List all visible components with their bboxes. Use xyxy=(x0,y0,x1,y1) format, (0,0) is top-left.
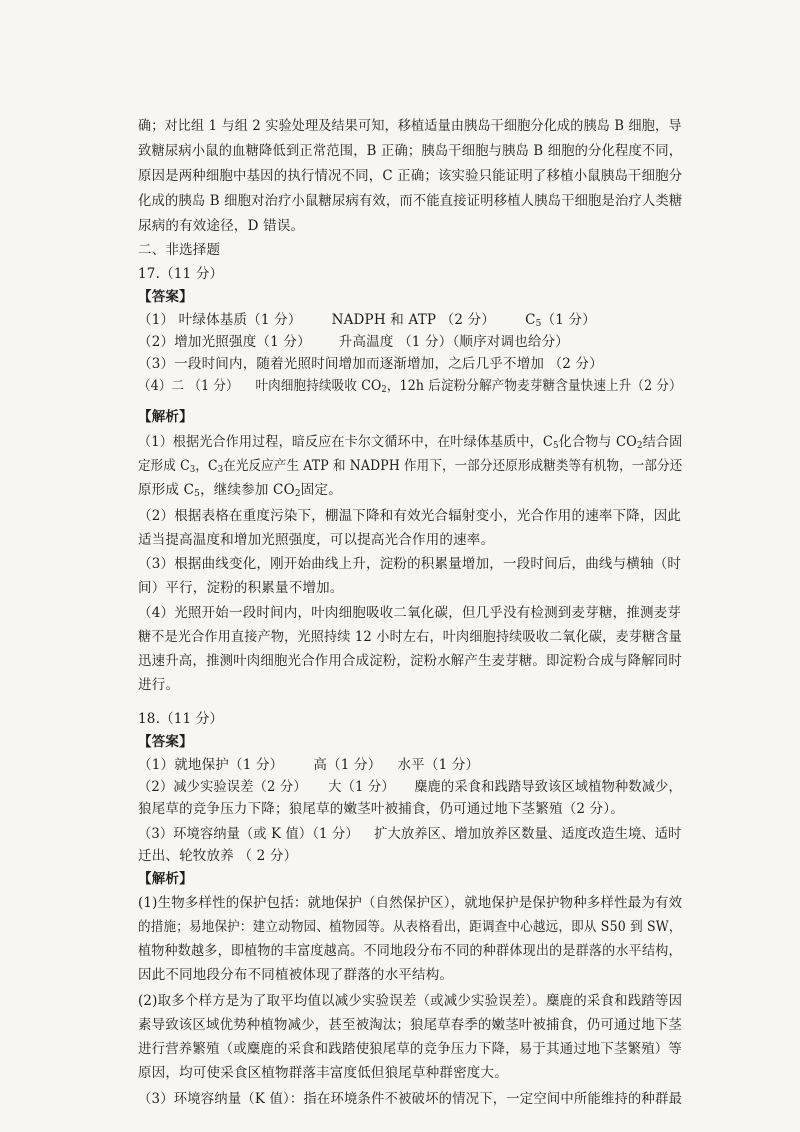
q17-answer-2 xyxy=(138,332,569,352)
q18-a1-part-b: 高（1 分） xyxy=(313,757,382,773)
q17-answer-4 xyxy=(138,376,682,396)
q18-analysis-tag: 【解析】 xyxy=(138,871,193,887)
q17-explain-1-line-3: 原形成 $C_5$，继续参加 $CO_2$固定。 xyxy=(138,482,342,499)
q17-analysis-tag: 【解析】 xyxy=(138,409,193,425)
q18-answer-tag: 【答案】 xyxy=(138,734,193,750)
q17-explain-2-line-2: 适当提高温度和增加光照强度，可以提高光合作用的速率。 xyxy=(138,532,495,548)
q18-a2-part-a: （2）减少实验误差（2 分） xyxy=(138,779,307,795)
q18-explain-1-line-4: 因此不同地段分布不同植被体现了群落的水平结构。 xyxy=(138,967,454,983)
q17-explain-3-line-1: （3）根据曲线变化，刚开始曲线上升，淀粉的积累量增加，一段时间后，曲线与横轴（时 xyxy=(138,556,682,572)
q17-explain-1-line-1: （1）根据光合作用过程，暗反应在卡尔文循环中，在叶绿体基质中，$C_5$化合物与 $CO_2$结合固 xyxy=(138,434,683,451)
q18-a1-part-a: （1）就地保护（1 分） xyxy=(138,757,284,773)
q17-title: 17.（11 分） xyxy=(138,266,224,282)
q17-answer-3: （3）一段时间内，随着光照时间增加而逐渐增加，之后几乎不增加 （2 分） xyxy=(138,356,603,372)
q18-answer-1 xyxy=(138,755,479,775)
q18-a3-part-b: 扩大放养区、增加放养区数量、适度改造生境、适时 xyxy=(374,826,682,842)
q18-explain-1-line-2: 的措施；易地保护：建立动物园、植物园等。从表格看出，距调查中心越远，即从 S50 到 SW， xyxy=(138,919,682,935)
prev-analysis-line-3: 原因是两种细胞中基因的执行情况不同，C 正确；该实验只能证明了移植小鼠胰岛干细胞分 xyxy=(138,168,683,184)
q18-explain-1-line-1: (1)生物多样性的保护包括：就地保护（自然保护区），就地保护是保护物种多样性最为有效 xyxy=(138,895,683,911)
prev-analysis-line-2: 致糖尿病小鼠的血糖降低到正常范围，B 正确；胰岛干细胞与胰岛 B 细胞的分化程度不同， xyxy=(138,143,683,159)
q18-explain-1-line-3: 植物种数越多，即植物的丰富度越高。不同地段分布不同的种群体现出的是群落的水平结构， xyxy=(138,943,682,959)
q17-explain-2-line-1: （2）根据表格在重度污染下，棚温下降和有效光合辐射变小，光合作用的速率下降，因此 xyxy=(138,508,682,524)
q18-explain-2-line-2: 素导致该区域优势种植物减少，甚至被淘汰；狼尾草春季的嫩茎叶被捕食，仍可通过地下茎 xyxy=(138,1017,682,1033)
q17-a1-part-a: （1） 叶绿体基质（1 分） xyxy=(138,312,302,328)
q17-a2-part-a: （2）增加光照强度（1 分） xyxy=(138,334,311,350)
q18-explain-2-line-4: 原因，均可使采食区植物群落丰富度低但狼尾草种群密度大。 xyxy=(138,1065,508,1081)
q17-explain-4-line-4: 进行。 xyxy=(138,677,180,693)
q17-explain-4-line-1: （4）光照开始一段时间内，叶肉细胞吸收二氧化碳，但几乎没有检测到麦芽糖，推测麦芽 xyxy=(138,605,682,621)
q18-explain-3-line-1: （3）环境容纳量（K 值）：指在环境条件不被破坏的情况下，一定空间中所能维持的种群最 xyxy=(138,1091,683,1107)
q17-answer-1 xyxy=(138,310,596,330)
q17-explain-3-line-2: 间）平行，淀粉的积累量不增加。 xyxy=(138,580,344,596)
q18-answer-2-continued: 狼尾草的竞争压力下降；狼尾草的嫩茎叶被捕食，仍可通过地下茎繁殖（2 分）。 xyxy=(138,801,625,817)
q18-a2-part-b: 大（1 分） xyxy=(328,779,395,795)
q18-a2-part-c: 麋鹿的采食和践踏导致该区域植物种数减少， xyxy=(414,779,682,795)
q18-title: 18.（11 分） xyxy=(138,711,224,727)
q18-answer-3-continued: 迁出、轮牧放养 （ 2 分） xyxy=(138,848,298,864)
prev-analysis-line-1: 确；对比组 1 与组 2 实验处理及结果可知，移植适量由胰岛干细胞分化成的胰岛 B 细胞，导 xyxy=(138,118,682,134)
q17-explain-4-line-3: 迅速升高，推测叶肉细胞光合作用合成淀粉，淀粉水解产生麦芽糖。即淀粉合成与降解同时 xyxy=(138,653,682,669)
q18-a1-part-c: 水平（1 分） xyxy=(397,757,480,773)
q17-a4-part-b: 叶肉细胞持续吸收 $CO_2$，12h 后淀粉分解产物麦芽糖含量快速上升（2 分） xyxy=(255,378,682,395)
q18-explain-2-line-3: 进行营养繁殖（或麋鹿的采食和践踏使狼尾草的竞争压力下降，易于其通过地下茎繁殖）等 xyxy=(138,1041,682,1057)
prev-analysis-line-5: 尿病的有效途径，D 错误。 xyxy=(138,218,305,234)
q18-answer-2 xyxy=(138,777,682,797)
q17-explain-1-line-2: 定形成 $C_3$，$C_3$在光反应产生 ATP 和 NADPH 作用下，一部分还原形成糖类等有机物，一部分还 xyxy=(138,458,683,475)
q17-a4-part-a: （4）二 （1 分） xyxy=(138,378,239,394)
prev-analysis-line-4: 化成的胰岛 B 细胞对治疗小鼠糖尿病有效，而不能直接证明移植人胰岛干细胞是治疗人类糖 xyxy=(138,193,683,209)
q18-answer-3 xyxy=(138,824,682,844)
q18-explain-2-line-1: (2)取多个样方是为了取平均值以减少实验误差（或减少实验误差）。麋鹿的采食和践踏等因 xyxy=(138,993,683,1009)
q17-a1-part-c: $C_5(1$ 分） xyxy=(525,312,596,329)
q17-answer-tag: 【答案】 xyxy=(138,289,193,305)
q17-explain-4-line-2: 糖不是光合作用直接产物，光照持续 12 小时左右，叶肉细胞持续吸收二氧化碳，麦芽糖含量 xyxy=(138,629,682,645)
section-title: 二、非选择题 xyxy=(138,242,221,258)
q17-a1-part-b: NADPH 和 ATP （2 分） xyxy=(331,312,496,328)
q17-a2-part-b: 升高温度 （1 分）（顺序对调也给分） xyxy=(338,334,570,350)
q18-a3-part-a: （3）环境容纳量（或 K 值）（1 分） xyxy=(138,826,359,842)
